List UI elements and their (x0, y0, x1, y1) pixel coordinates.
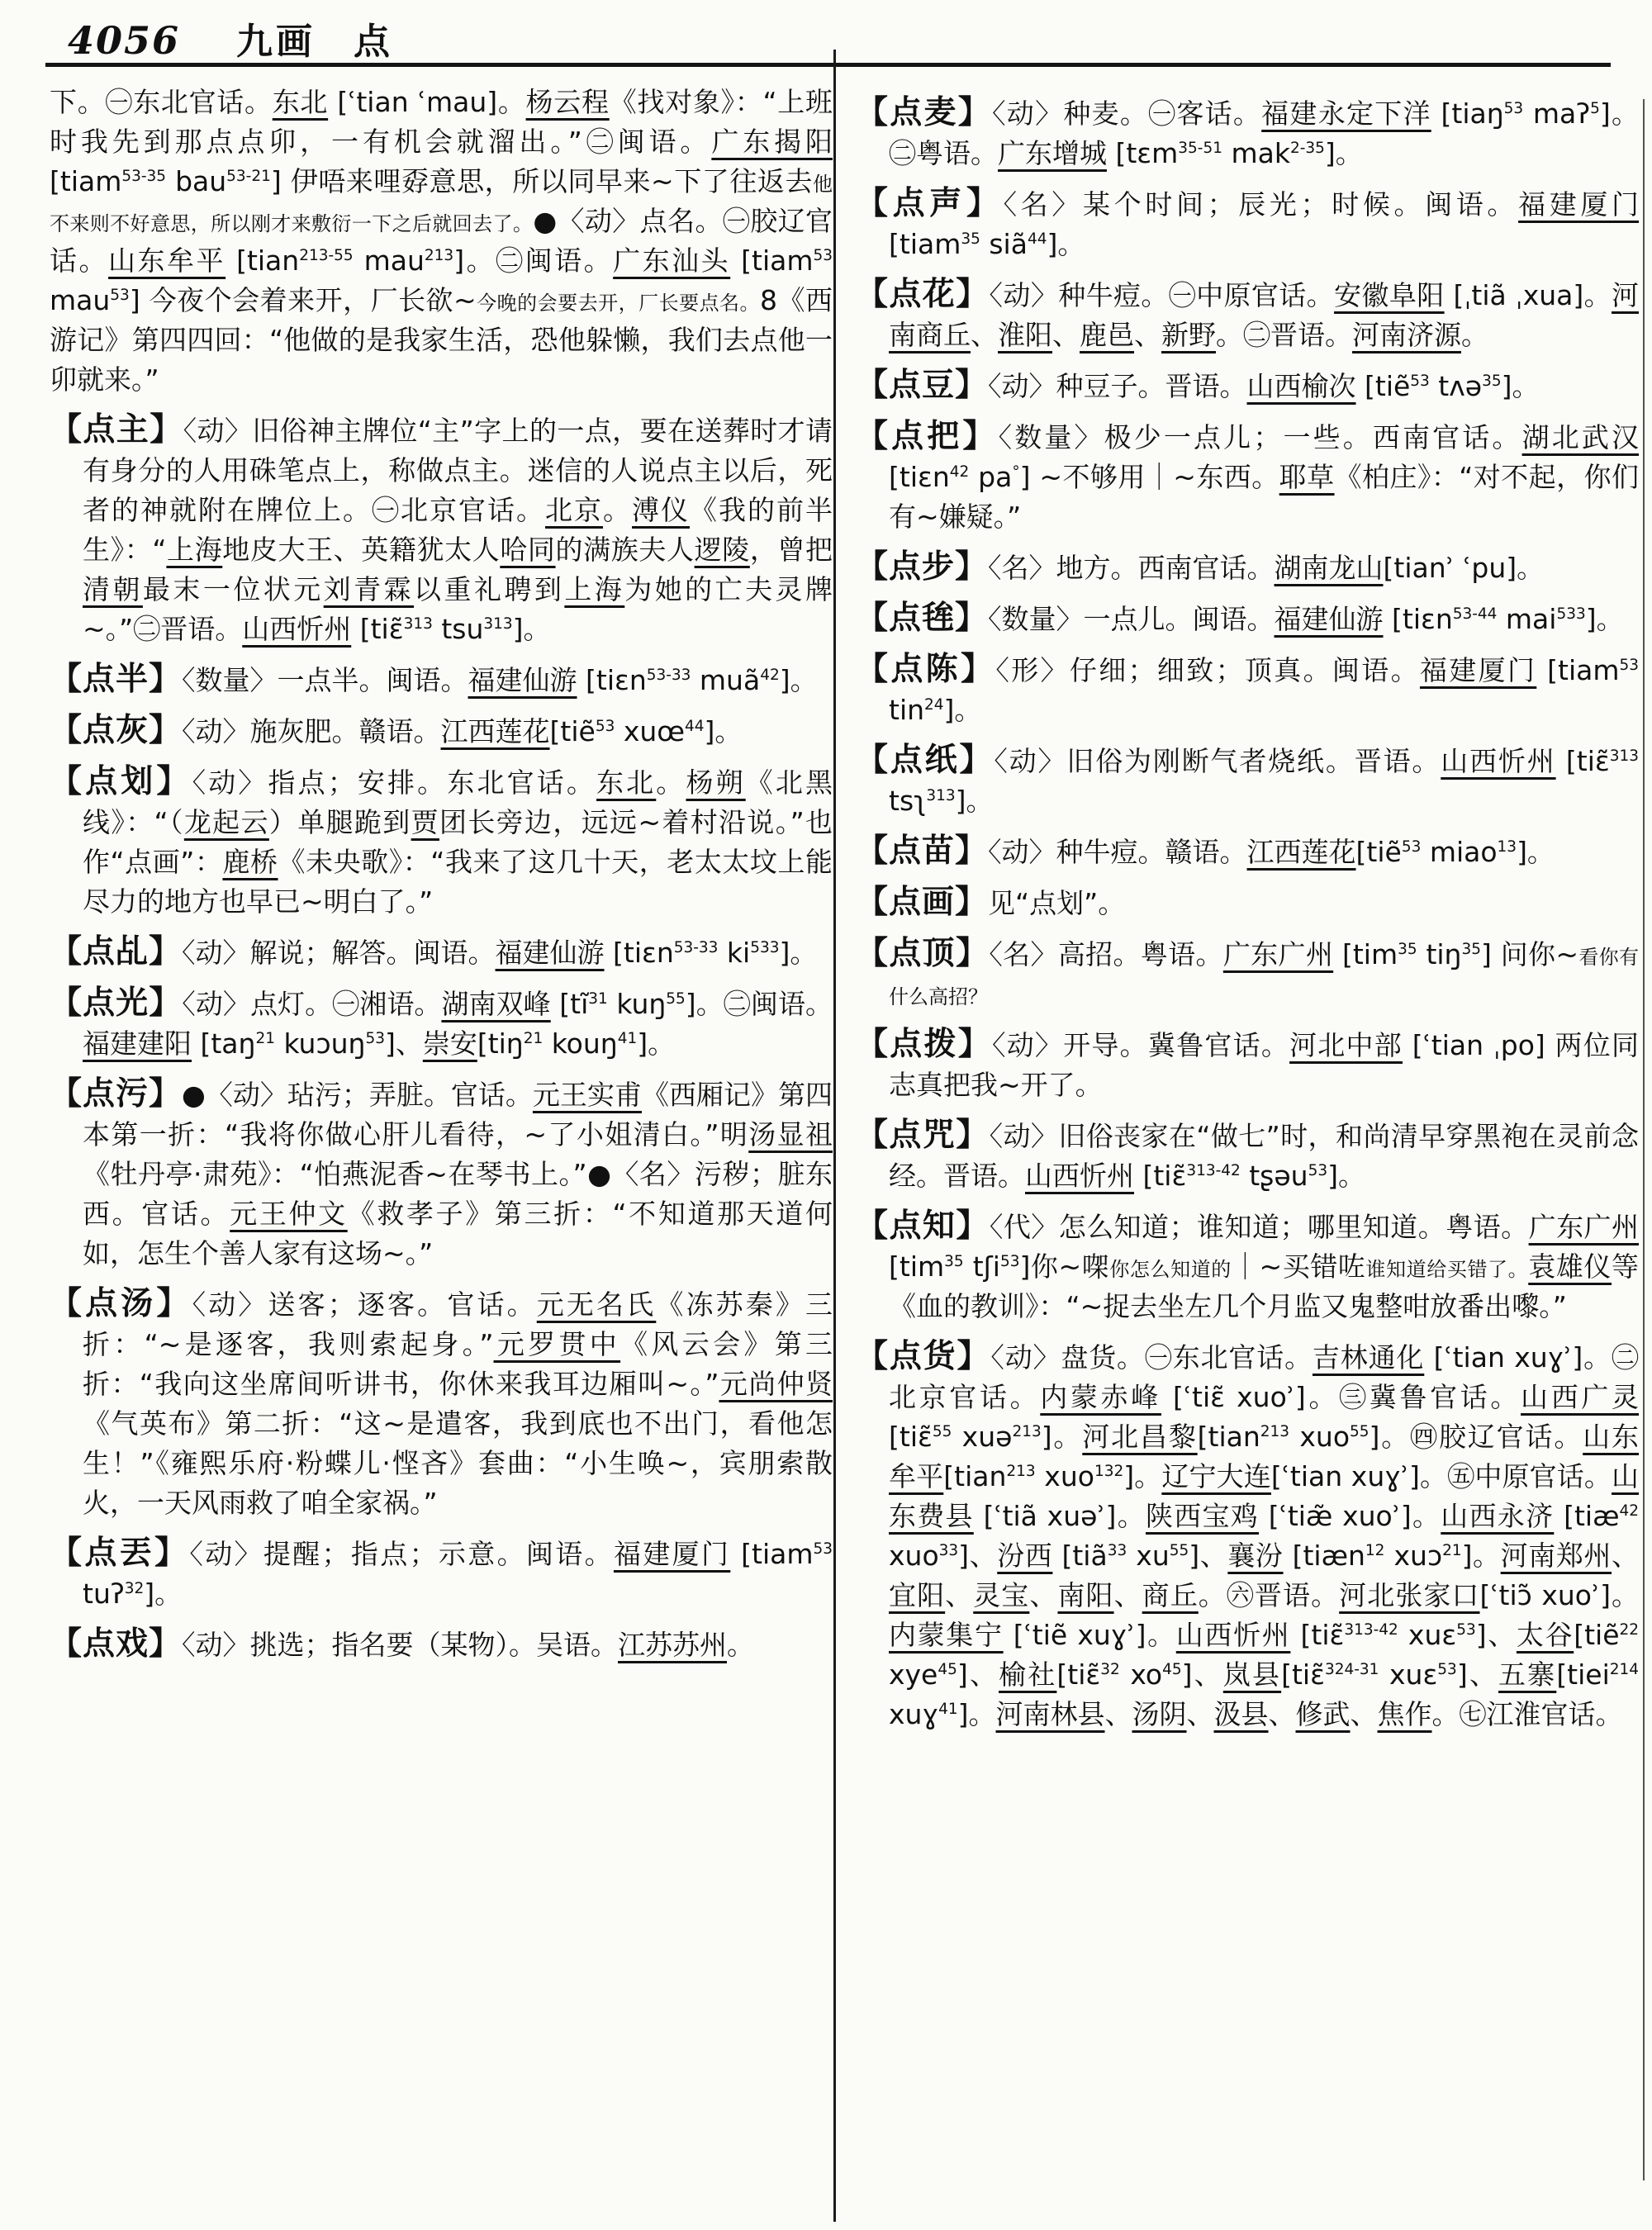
tone-superscript: 35 (1461, 941, 1481, 958)
proper-noun-underline: 山东牟平 (108, 244, 226, 277)
gloss-small-text: 他不来则不好意思，所以刚才来敷衍一下之后就回去了。 (50, 173, 833, 235)
tone-superscript: 33 (1107, 1542, 1127, 1559)
entry-body: 〈动〉开导。冀鲁官话。河北中部 [ʿtian ˌpo] 两位同志真把我~开了。 (889, 1029, 1639, 1101)
proper-noun-underline: 河南郑州 (1500, 1540, 1612, 1572)
proper-noun-underline: 河南林县 (995, 1698, 1105, 1730)
tone-superscript: 53 (1410, 372, 1430, 390)
entry-body: 〈动〉施灰肥。赣语。江西莲花[tiẽ$^{53}$ xuœ$^{44}$]。 (182, 715, 743, 747)
entry-body: 〈动〉种麦。㊀客话。福建永定下洋 [tiaŋ$^{53}$ maʔ$^5$]。㊁粤语。广东增城 [tɛm$^{35-51}$ mak$^{2-35}$]。 (889, 97, 1639, 169)
tone-superscript: 24 (924, 696, 944, 714)
proper-noun-underline: 崇安 (422, 1027, 477, 1060)
tone-superscript: 324-31 (1324, 1661, 1379, 1678)
entry-body: 〈动〉提醒；指点；示意。闽语。福建厦门 [tiam$^{53}$ tuʔ$^{32}$]。 (83, 1538, 833, 1610)
proper-noun-underline: 湖南龙山 (1274, 552, 1384, 584)
entry-body: 见“点划”。 (988, 887, 1126, 919)
proper-noun-underline: 山西忻州 (242, 613, 352, 645)
gloss-small-text: 今晚的会要去开，厂长要点名。 (476, 292, 761, 315)
tone-superscript: 313 (403, 615, 433, 633)
proper-noun-underline: 修武 (1295, 1698, 1351, 1730)
tone-superscript: 214 (1609, 1661, 1639, 1678)
proper-noun-underline: 河北昌黎 (1082, 1421, 1198, 1453)
entry-body: 下。㊀东北官话。东北 [ʿtian ʿmau]。杨云程《找对象》：“上班时我先到那点点卯，一有机会就溜出。”㊁闽语。广东揭阳 [tiam$^{53-35}$ bau$^{53-21}$] 伊唔来哩孬意思，所以同早来~下了往返去他不来则不好意思，所以刚才来敷衍一下之后就回去了。●〈动〉点名。㊀胶辽官话。山东牟平 [tian$^{213-55}$ mau$^{213}$]。㊁闽语。广东汕头 [tiam$^{53}$ mau$^{53}$] 今夜个会着来开，厂长欲~今晚的会要去开，厂长要点名。8《西游记》第四四回：“他做的是我家生活，恐他躲懒，我们去点他一卯就来。” (50, 86, 833, 396)
proper-noun-underline: 广东汕头 (613, 244, 731, 277)
tone-superscript: 21 (1442, 1542, 1462, 1559)
dictionary-entry (856, 883, 1639, 923)
proper-noun-underline: 汤阴 (1132, 1698, 1187, 1730)
tone-superscript: 53-33 (673, 939, 719, 956)
tone-superscript: 12 (1365, 1542, 1385, 1559)
head-character: 点 (354, 21, 394, 63)
proper-noun-underline: 新野 (1161, 319, 1216, 351)
proper-noun-underline: 贾 (411, 806, 439, 838)
entry-body: 〈代〉怎么知道；谁知道；哪里知道。粤语。广东广州 [tim$^{35}$ tʃi$^{53}$]你~㗎你怎么知道的｜~买错咗谁知道给买错了。袁雄仪等《血的教训》：“~捉去坐左几个月监又鬼整咁放番出嚟。” (889, 1211, 1639, 1322)
dictionary-entry (50, 1534, 833, 1614)
tone-superscript: 53 (1619, 657, 1639, 674)
tone-superscript: 533 (750, 939, 780, 956)
entry-headword: 【点豆】 (856, 367, 989, 404)
proper-noun-underline: 江苏苏州 (618, 1629, 728, 1661)
dictionary-entry (856, 1337, 1639, 1734)
proper-noun-underline: 南阳 (1057, 1579, 1114, 1611)
dictionary-entry (856, 832, 1639, 872)
entry-body: 〈动〉送客；逐客。官话。元无名氏《冻苏秦》三折：“~是逐客，我则索起身。”元罗贯中《风云会》第三折：“我向这坐席间听讲书，你休来我耳边厢叫~。”元尚仲贤《气英布》第二折：“这~是遣客，我到底也不出门，看他怎生！”《雍熙乐府·粉蝶儿·悭吝》套曲：“小生唤~，宾朋索散火，一天风雨救了咱全家祸。” (83, 1288, 833, 1519)
tone-superscript: 42 (760, 667, 780, 684)
entry-body: 〈名〉某个时间；辰光；时候。闽语。福建厦门 [tiam$^{35}$ siã$^{44}$]。 (889, 188, 1639, 260)
tone-superscript: 53 (1437, 1661, 1457, 1678)
proper-noun-underline: 河北中部 (1289, 1029, 1403, 1061)
page-edge-line (1643, 99, 1645, 2180)
proper-noun-underline: 东北 (596, 766, 657, 799)
proper-noun-underline: 杨朔 (686, 766, 746, 799)
tone-superscript: 44 (1027, 230, 1047, 248)
dictionary-entry (856, 1025, 1639, 1105)
tone-superscript: 31 (588, 990, 608, 1008)
proper-noun-underline: 山西广灵 (1521, 1381, 1639, 1413)
tone-superscript: 21 (523, 1030, 544, 1047)
proper-noun-underline: 福建仙游 (1274, 603, 1384, 635)
proper-noun-underline: 汤显祖 (748, 1118, 833, 1151)
tone-superscript: 313 (483, 615, 513, 633)
entry-headword: 【点纸】 (856, 742, 995, 779)
tone-superscript: 35 (944, 1253, 964, 1270)
dictionary-entry (856, 1207, 1639, 1326)
tone-superscript: 53 (1401, 838, 1422, 856)
entry-body: 〈动〉旧俗为刚断气者烧纸。晋语。山西忻州 [tiɛ̃$^{313}$ tsʅ$^{313}$]。 (889, 745, 1639, 817)
tone-superscript: 53 (1503, 100, 1524, 117)
entry-body: 〈动〉指点；安排。东北官话。东北。杨朔《北黑线》：“（龙起云）单腿跪到贾团长旁边，远远~着村沿说。”也作“点画”：鹿桥《未央歌》：“我来了这几十天，老太太坟上能尽力的地方也早已~明白了。” (83, 766, 833, 918)
entry-body: 〈动〉点灯。㊀湘语。湖南双峰 [$tĩ^{31}$ kuŋ$^{55}$]。㊁闽语。福建建阳 [taŋ$^{21}$ kuɔuŋ$^{53}$]、崇安[tiŋ$^{21}$ kouŋ$^{41}$]。 (83, 988, 833, 1060)
tone-superscript: 55 (932, 1423, 952, 1440)
entry-headword: 【点步】 (856, 548, 989, 586)
tone-superscript: 2-35 (1289, 140, 1325, 157)
proper-noun-underline: 福建永定下洋 (1261, 97, 1431, 130)
proper-noun-underline: 山西忻州 (1025, 1160, 1134, 1192)
proper-noun-underline: 湖北武汉 (1521, 421, 1639, 453)
tone-superscript: 213 (1260, 1423, 1290, 1440)
proper-noun-underline: 灵宝 (973, 1579, 1030, 1611)
tone-superscript: 313 (1609, 747, 1639, 765)
proper-noun-underline: 湖南双峰 (441, 988, 551, 1020)
proper-noun-underline: 山西榆次 (1246, 370, 1356, 402)
entry-headword: 【点画】 (856, 884, 989, 921)
proper-noun-underline: 江西莲花 (1246, 836, 1356, 868)
tone-superscript: 5 (1590, 100, 1600, 117)
proper-noun-underline: 山西忻州 (1175, 1619, 1291, 1651)
right-column (856, 83, 1639, 2222)
proper-noun-underline: 内蒙赤峰 (1040, 1381, 1161, 1413)
entry-headword: 【点苗】 (856, 833, 989, 870)
proper-noun-underline: 上海 (564, 573, 625, 605)
proper-noun-underline: 宜阳 (889, 1579, 946, 1611)
column-divider (833, 50, 836, 2222)
entry-body: 〈形〉仔细；细致；顶真。闽语。福建厦门 [tiam$^{53}$ tin$^{24}$]。 (889, 654, 1639, 726)
proper-noun-underline: 福建仙游 (468, 664, 577, 696)
entry-body: 〈数量〉一点半。闽语。福建仙游 [tiɛn$^{53-33}$ muã$^{42}$]。 (182, 664, 818, 696)
page-number: 4056 (68, 18, 181, 63)
entry-headword: 【点光】 (50, 985, 183, 1022)
entry-headword: 【点拨】 (856, 1026, 992, 1063)
tone-superscript: 53-21 (226, 168, 271, 185)
proper-noun-underline: 吉林通化 (1312, 1341, 1425, 1374)
proper-noun-underline: 河北张家口 (1339, 1579, 1480, 1611)
entry-body: 〈动〉挑选；指名要（某物）。吴语。江苏苏州。 (182, 1629, 755, 1661)
proper-noun-underline: 太谷 (1516, 1619, 1574, 1651)
dictionary-entry (856, 934, 1639, 1014)
entry-headword: 【点货】 (856, 1338, 991, 1375)
proper-noun-underline: 广东增城 (998, 137, 1107, 169)
tone-superscript: 213 (1012, 1423, 1042, 1440)
tone-superscript: 53-35 (121, 168, 167, 185)
entry-headword: 【点顶】 (856, 935, 990, 972)
entry-headword: 【点戏】 (50, 1625, 183, 1663)
entry-body: 〈数量〉一点儿。闽语。福建仙游 [tiɛn$^{53-44}$ mai$^{533}$]。 (988, 603, 1624, 635)
proper-noun-underline: 福建仙游 (495, 937, 605, 969)
tone-superscript: 55 (1350, 1423, 1370, 1440)
entry-body: 〈名〉地方。西南官话。湖南龙山[tianʾ ʿpu]。 (988, 552, 1545, 584)
proper-noun-underline: 鹿邑 (1080, 319, 1134, 351)
entry-headword: 【点陈】 (856, 651, 996, 688)
tone-superscript: 41 (617, 1030, 638, 1047)
entry-body: 〈动〉旧俗丧家在“做七”时，和尚清早穿黑袍在灵前念经。晋语。山西忻州 [tiɛ̃$^{313-42}$ tʂəu$^{53}$]。 (889, 1120, 1639, 1192)
proper-noun-underline: 元无名氏 (536, 1288, 657, 1321)
proper-noun-underline: 汲县 (1213, 1698, 1269, 1730)
proper-noun-underline: 袁雄仪 (1528, 1250, 1612, 1283)
proper-noun-underline: 山西永济 (1441, 1500, 1555, 1532)
proper-noun-underline: 杨云程 (525, 86, 610, 118)
tone-superscript: 53 (1456, 1621, 1476, 1639)
tone-superscript: 35 (1398, 941, 1417, 958)
dictionary-entry (856, 366, 1639, 406)
entry-headword: 【点麦】 (856, 94, 993, 131)
tone-superscript: 35 (961, 230, 980, 248)
tone-superscript: 53 (813, 247, 833, 264)
dictionary-entry (856, 275, 1639, 355)
proper-noun-underline: 山西忻州 (1441, 745, 1556, 777)
proper-noun-underline: 上海 (166, 534, 223, 566)
tone-superscript: 35 (1482, 372, 1502, 390)
tone-superscript: 313-42 (1186, 1162, 1241, 1179)
tone-superscript: 53 (813, 1540, 833, 1558)
proper-noun-underline: 东北 (272, 86, 329, 118)
proper-noun-underline: 耶草 (1279, 461, 1335, 493)
tone-superscript: 53-33 (646, 667, 691, 684)
proper-noun-underline: 龙起云 (183, 806, 269, 838)
tone-superscript: 213 (1006, 1463, 1036, 1480)
tone-superscript: 35-51 (1178, 140, 1222, 157)
tone-superscript: 44 (685, 718, 705, 735)
proper-noun-underline: 广东广州 (1528, 1211, 1639, 1243)
dictionary-entry (50, 410, 833, 649)
proper-noun-underline: 哈同 (500, 534, 556, 566)
entry-headword: 【点污】 (50, 1075, 183, 1113)
proper-noun-underline: 五寨 (1498, 1658, 1557, 1691)
entry-headword: 【点乩】 (50, 933, 183, 970)
proper-noun-underline: 辽宁大连 (1161, 1460, 1271, 1492)
tone-superscript: 32 (1100, 1661, 1120, 1678)
entry-headword: 【点丟】 (50, 1535, 190, 1572)
tone-superscript: 45 (1162, 1661, 1182, 1678)
dictionary-entry (50, 932, 833, 973)
proper-noun-underline: 鹿桥 (222, 846, 278, 878)
entry-headword: 【点毪】 (856, 600, 989, 637)
entry-body: 〈动〉解说；解答。闽语。福建仙游 [tiɛn$^{53-33}$ $ki^{533}$]。 (182, 937, 818, 969)
entry-body: 〈动〉旧俗神主牌位“主”字上的一点，要在送葬时才请有身分的人用硃笔点上，称做点主。迷信的人说点主以后，死者的神就附在牌位上。㊀北京官话。北京。溥仪《我的前半生》：“上海地皮大王、英籍犹太人哈同的满族夫人逻陵，曾把清朝最末一位状元刘青霖以重礼聘到上海为她的亡夫灵牌~。”㊁晋语。山西忻州 [tiɛ̃$^{313}$ tsu$^{313}$]。 (83, 415, 833, 645)
entry-headword: 【点划】 (50, 763, 192, 800)
proper-noun-underline: 焦作 (1377, 1698, 1432, 1730)
tone-superscript: 213 (424, 247, 454, 264)
entry-body: ●〈动〉玷污；弄脏。官话。元王实甫《西厢记》第四本第一折：“我将你做心肝儿看待，~了小姐清白。”明汤显祖《牡丹亭·肃苑》：“怕燕泥香~在琴书上。”●〈名〉污秽；脏东西。官话。元王仲文《救孝子》第三折：“不知道那天道何如，怎生个善人家有这场~。” (83, 1079, 833, 1269)
dictionary-entry (50, 1284, 833, 1523)
dictionary-entry (856, 741, 1639, 821)
proper-noun-underline: 岚县 (1222, 1658, 1282, 1691)
proper-noun-underline: 江西莲花 (440, 715, 550, 747)
tone-superscript: 313 (926, 787, 956, 804)
proper-noun-underline: 元王实甫 (532, 1079, 642, 1111)
page-header (68, 12, 393, 64)
proper-noun-underline: 福建厦门 (1518, 188, 1639, 221)
dictionary-entry (50, 1625, 833, 1665)
entry-headword: 【点声】 (856, 185, 1004, 222)
proper-noun-underline: 福建厦门 (613, 1538, 731, 1570)
tone-superscript: 533 (1556, 605, 1586, 623)
entry-body: 〈动〉种豆子。晋语。山西榆次 [tiẽ$^{53}$ tʌə$^{35}$]。 (988, 370, 1540, 402)
tone-superscript: 55 (1169, 1542, 1189, 1559)
dictionary-entry (856, 599, 1639, 639)
proper-noun-underline: 福建建阳 (83, 1027, 192, 1060)
proper-noun-underline: 元尚仲贤 (719, 1368, 833, 1400)
proper-noun-underline: 北京 (545, 494, 603, 526)
entry-body: 〈动〉种牛痘。㊀中原官话。安徽阜阳 [ˌtiã ˌxua]。河南商丘、淮阳、鹿邑、新野。㊁晋语。河南济源。 (889, 279, 1639, 351)
proper-noun-underline: 河南济源 (1352, 319, 1461, 351)
tone-superscript: 313-42 (1344, 1621, 1398, 1639)
tone-superscript: 132 (1094, 1463, 1124, 1480)
tone-superscript: 53 (595, 718, 615, 735)
proper-noun-underline: 山东牟平 (889, 1421, 1639, 1492)
left-column (50, 83, 833, 2222)
tone-superscript: 42 (949, 463, 970, 481)
entry-headword: 【点汤】 (50, 1285, 192, 1322)
entry-headword: 【点主】 (50, 411, 183, 448)
proper-noun-underline: 内蒙集宁 (889, 1619, 1004, 1651)
tone-superscript: 45 (938, 1661, 957, 1678)
entry-body: 〈动〉盘货。㊀东北官话。吉林通化 [ʿtian xuɣʾ]。㊁北京官话。内蒙赤峰 [ʿtiɛ̃ xuoʾ]。㊂冀鲁官话。山西广灵 [tiɛ̃$^{55}$ xuə$^{213}$]。河北昌黎[tian$^{213}$ xuo$^{55}$]。㊃胶辽官话。山东牟平[tian$^{213}$ xuo$^{132}$]。辽宁大连[ʿtian xuɣʾ]。㊄中原官话。山东费县 [ʿtiã xuəʾ]。陕西宝鸡 [ʿtiæ̃ xuoʾ]。山西永济 [tiæ$^{42}$ xuo$^{33}$]、汾西 [tiã$^{33}$ $xu^{55}$]、襄汾 [tiæn$^{12}$ xuɔ$^{21}$]。河南郑州、宜阳、灵宝、南阳、商丘。㊅晋语。河北张家口[ʿtiɔ̃ xuoʾ]。内蒙集宁 [ʿtiẽ xuɣʾ]。山西忻州 [tiɛ̃$^{313-42}$ xuɛ$^{53}$]、太谷[tiẽ$^{22}$ xye$^{45}$]、榆社[tiɛ̃$^{32}$ $xo^{45}$]、岚县[tiɛ̃$^{324-31}$ xuɛ$^{53}$]、五寨[tiei$^{214}$ xuɣ$^{41}$]。河南林县、汤阴、汲县、修武、焦作。㊆江淮官话。 (889, 1341, 1639, 1730)
proper-noun-underline: 商丘 (1142, 1579, 1199, 1611)
proper-noun-underline: 刘青霖 (323, 573, 415, 605)
proper-noun-underline: 逻陵 (694, 534, 750, 566)
tone-superscript: 53 (999, 1253, 1020, 1270)
tone-superscript: 22 (1619, 1621, 1639, 1639)
tone-superscript: 53 (1308, 1162, 1328, 1179)
entry-headword: 【点知】 (856, 1208, 990, 1245)
entry-body: 〈动〉种牛痘。赣语。江西莲花[tiẽ$^{53}$ miao$^{13}$]。 (988, 836, 1555, 868)
gloss-small-text: 谁知道给买错了。 (1365, 1258, 1529, 1281)
proper-noun-underline: 山东费县 (889, 1460, 1639, 1532)
dictionary-entry (50, 711, 833, 752)
dictionary-entry (50, 660, 833, 700)
proper-noun-underline: 襄汾 (1227, 1540, 1284, 1572)
proper-noun-underline: 淮阳 (998, 319, 1052, 351)
header-rule (45, 63, 1611, 67)
dictionary-entry (50, 762, 833, 922)
proper-noun-underline: 清朝 (83, 573, 143, 605)
dictionary-entry (50, 1075, 833, 1274)
proper-noun-underline: 广东广州 (1222, 938, 1334, 970)
dictionary-entry (856, 548, 1639, 588)
stroke-section-label: 九画 (236, 21, 316, 63)
entry-body: 〈名〉高招。粤语。广东广州 [tim$^{35}$ tiŋ$^{35}$] 问你~看你有什么高招？ (889, 938, 1639, 1008)
tone-superscript: 21 (255, 1030, 275, 1047)
entry-headword: 【点把】 (856, 418, 999, 455)
dictionary-entry (50, 83, 833, 400)
dictionary-entry (856, 1116, 1639, 1196)
tone-superscript: 42 (1619, 1502, 1639, 1520)
tone-superscript: 53 (365, 1030, 385, 1047)
proper-noun-underline: 福建厦门 (1419, 654, 1537, 686)
dictionary-entry (856, 650, 1639, 730)
dictionary-entry (856, 93, 1639, 173)
tone-superscript: 53-44 (1452, 605, 1498, 623)
tone-superscript: 41 (938, 1701, 958, 1718)
entry-headword: 【点花】 (856, 276, 990, 313)
entry-headword: 【点半】 (50, 661, 183, 698)
proper-noun-underline: 溥仪 (632, 494, 690, 526)
tone-superscript: ° (1012, 463, 1020, 481)
proper-noun-underline: 汾西 (997, 1540, 1053, 1572)
tone-superscript: 53 (110, 287, 130, 304)
tone-superscript: 13 (1497, 838, 1517, 856)
dictionary-entry (856, 417, 1639, 537)
dictionary-entry (856, 184, 1639, 264)
proper-noun-underline: 河南商丘 (889, 279, 1639, 351)
tone-superscript: 213-55 (299, 247, 354, 264)
gloss-small-text: 看你有什么高招？ (889, 946, 1639, 1008)
entry-headword: 【点咒】 (856, 1117, 990, 1154)
entry-body: 〈数量〉极少一点儿；一些。西南官话。湖北武汉 [tiɛn$^{42}$ pa°] ~不够用｜~东西。耶草《柏庄》：“对不起，你们有~嫌疑。” (889, 421, 1639, 533)
tone-superscript: 55 (666, 990, 686, 1008)
dictionary-entry (50, 984, 833, 1064)
proper-noun-underline: 元王仲文 (230, 1198, 348, 1230)
proper-noun-underline: 陕西宝鸡 (1145, 1500, 1260, 1532)
tone-superscript: 33 (938, 1542, 959, 1559)
tone-superscript: 32 (124, 1580, 145, 1597)
proper-noun-underline: 广东揭阳 (711, 126, 833, 158)
gloss-small-text: 你怎么知道的 (1109, 1258, 1232, 1281)
proper-noun-underline: 安徽阜阳 (1334, 279, 1445, 311)
proper-noun-underline: 榆社 (999, 1658, 1057, 1691)
proper-noun-underline: 元罗贯中 (493, 1328, 621, 1360)
entry-headword: 【点灰】 (50, 712, 183, 749)
